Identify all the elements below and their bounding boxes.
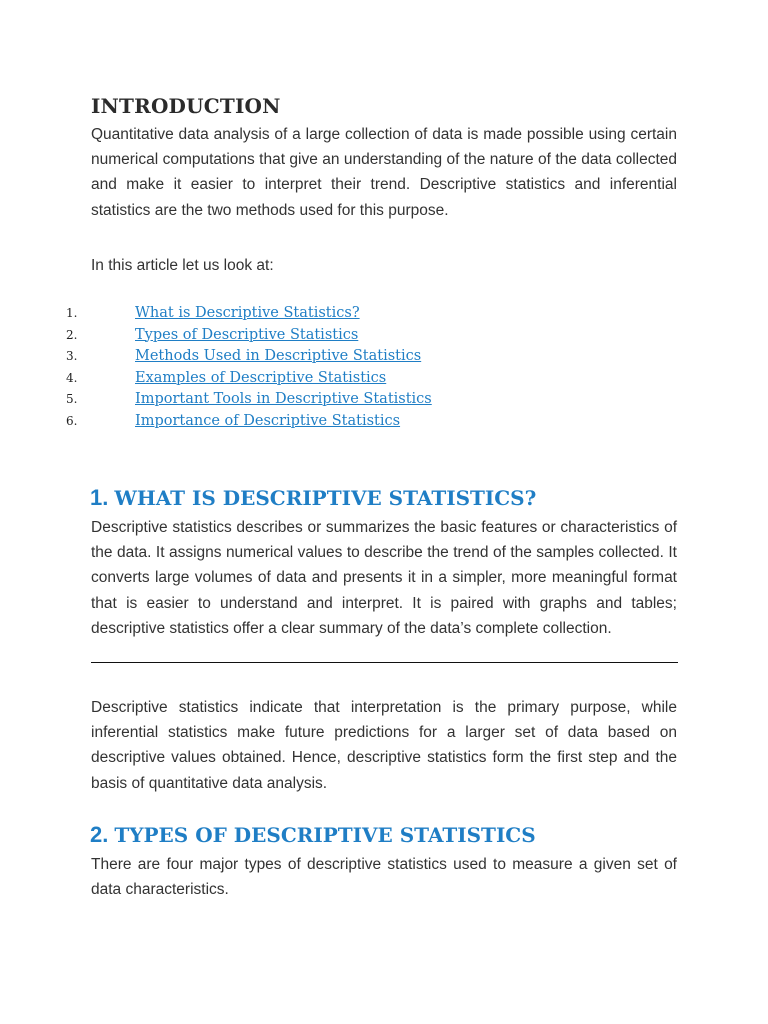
toc-item [0, 370, 768, 392]
section-2-number: 2. [90, 822, 109, 847]
toc-link-types[interactable]: Types of Descriptive Statistics [135, 326, 359, 343]
toc-link-methods[interactable]: Methods Used in Descriptive Statistics [135, 348, 422, 364]
section-2-title: TYPES OF DESCRIPTIVE STATISTICS [114, 823, 536, 847]
toc-link-what-is[interactable]: What is Descriptive Statistics? [135, 305, 360, 321]
toc-link-importance[interactable]: Importance of Descriptive Statistics [135, 412, 401, 429]
toc-item-number: 4. [66, 370, 78, 385]
section-1-title: WHAT IS DESCRIPTIVE STATISTICS? [114, 486, 537, 510]
section-1-heading [90, 485, 536, 511]
intro-lead-in: In this article let us look at: [91, 257, 274, 274]
toc-item [0, 413, 768, 435]
section-2-paragraph: There are four major types of descriptive statistics used to measure a given set of data characteristics. [91, 856, 677, 899]
section-1-number: 1. [90, 485, 109, 510]
intro-heading: INTRODUCTION [91, 94, 281, 118]
toc-item [0, 327, 768, 349]
toc-link-tools[interactable]: Important Tools in Descriptive Statistics [135, 391, 432, 407]
toc-item-number: 1. [66, 306, 78, 320]
section-2-heading [90, 822, 536, 848]
toc-item [0, 305, 768, 327]
section-1-paragraph-1: Descriptive statistics describes or summarizes the basic features or characteristics of the data. It assigns numerical values to describe the trend of the samples collected. It converts large volumes of data and presents it in a simpler, more meaningful format that is easier to understand and interpret. It is paired with graphs and tables; descriptive statistics offer a clear summary of the data’s complete collection. [91, 519, 677, 637]
toc-item-number: 2. [66, 327, 78, 342]
toc-item [0, 391, 768, 413]
table-of-contents [0, 305, 768, 434]
toc-item-number: 5. [66, 392, 78, 406]
toc-link-examples[interactable]: Examples of Descriptive Statistics [135, 369, 387, 386]
toc-item-number: 3. [66, 349, 78, 363]
section-1-paragraph-2: Descriptive statistics indicate that interpretation is the primary purpose, while inferential statistics make future predictions for a larger set of data based on descriptive values obtained. Hence, descriptive statistics form the first step and the basis of quantitative data analysis. [91, 699, 677, 792]
divider-rule [91, 662, 678, 663]
toc-item [0, 348, 768, 370]
intro-paragraph: Quantitative data analysis of a large collection of data is made possible using certain numerical computations that give an understanding of the nature of the data collected and make it easier to interpret their trend. Descriptive statistics and inferential statistics are the two methods used for this purpose. [91, 126, 677, 219]
toc-item-number: 6. [66, 413, 78, 428]
